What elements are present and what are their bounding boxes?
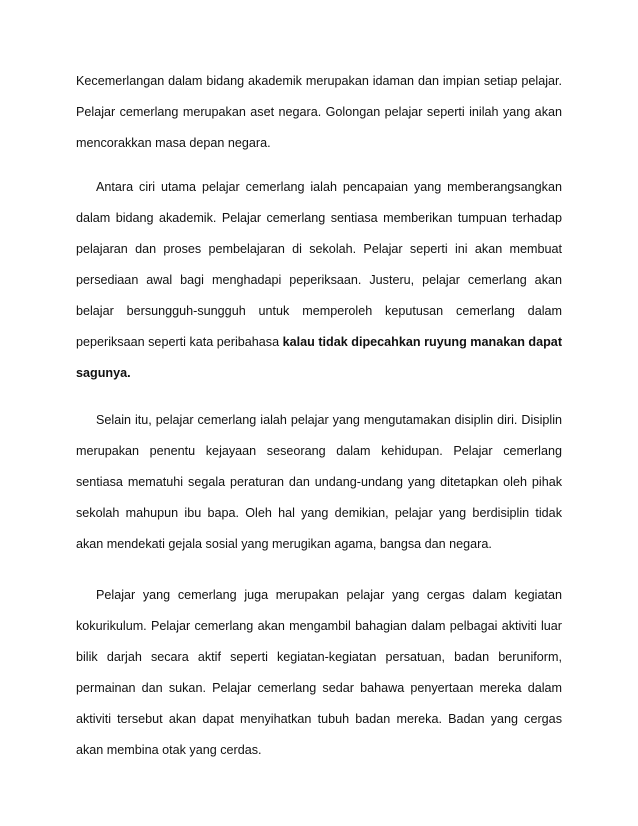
paragraph-self-discipline: Selain itu, pelajar cemerlang ialah pelajar yang mengutamakan disiplin diri. Disiplin merupakan penentu kejayaan seseorang dalam kehidupan. Pelajar cemerlang sentiasa mematuhi segala peraturan dan undang-undang yang ditetapkan oleh pihak sekolah mahupun ibu bapa. Oleh hal yang demikian, pelajar yang berdisiplin tidak akan mendekati gejala sosial yang merugikan agama, bangsa dan negara. <box>76 413 562 551</box>
paragraph-academic-achievement <box>76 172 562 389</box>
paragraph-intro: Kecemerlangan dalam bidang akademik merupakan idaman dan impian setiap pelajar. Pelajar cemerlang merupakan aset negara. Golongan pelajar seperti inilah yang akan mencorakkan masa depan negara. <box>76 74 562 150</box>
document-body <box>76 66 562 766</box>
proverb-bold-text: kalau tidak dipecahkan ruyung manakan dapat sagunya. <box>76 335 563 380</box>
paragraph-academic-text: Antara ciri utama pelajar cemerlang ialah pencapaian yang memberangsangkan dalam bidang akademik. Pelajar cemerlang sentiasa memberikan tumpuan terhadap pelajaran dan proses pembelajaran di sekolah. Pelajar seperti ini akan membuat persediaan awal bagi menghadapi peperiksaan. Justeru, pelajar cemerlang akan belajar bersungguh-sungguh untuk memperoleh keputusan cemerlang dalam peperiksaan seperti kata peribahasa <box>76 180 562 349</box>
paragraph-cocurriculum: Pelajar yang cemerlang juga merupakan pelajar yang cergas dalam kegiatan kokurikulum. Pelajar cemerlang akan mengambil bahagian dalam pelbagai aktiviti luar bilik darjah secara aktif seperti kegiatan-kegiatan persatuan, badan beruniform, permainan dan sukan. Pelajar cemerlang sedar bahawa penyertaan mereka dalam aktiviti tersebut akan dapat menyihatkan tubuh badan mereka. Badan yang cergas akan membina otak yang cerdas. <box>76 588 562 757</box>
